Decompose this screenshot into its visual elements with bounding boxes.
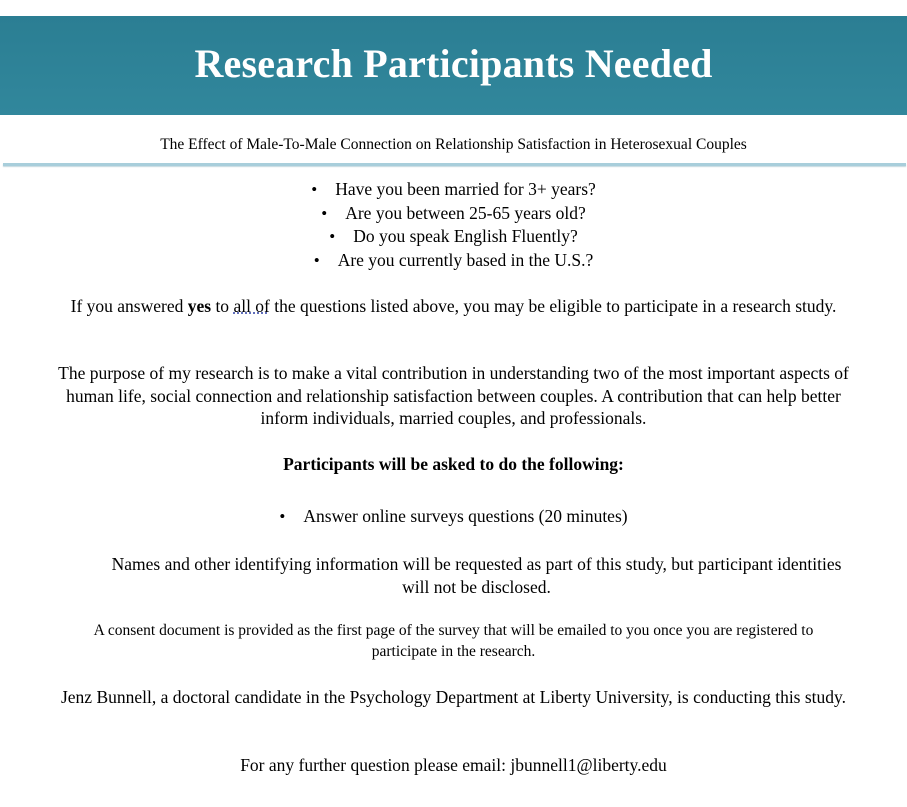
eligibility-question-list [0,178,907,272]
task-list [0,505,907,528]
tasks-heading: Participants will be asked to do the following: [283,454,624,474]
consent-paragraph: A consent document is provided as the first page of the survey that will be emailed to you once you are registered to participate in the research. [93,622,814,660]
list-item: • Are you currently based in the U.S.? [0,249,907,273]
eligibility-text-part3: the questions listed above, you may be eligible to participate in a research study. [269,296,837,316]
emphasis-yes: yes [187,296,212,316]
list-item: • Have you been married for 3+ years? [0,178,907,202]
study-subtitle: The Effect of Male-To-Male Connection on Relationship Satisfaction in Heterosexual Couples [160,136,747,153]
eligibility-paragraph [0,295,907,318]
privacy-paragraph: Names and other identifying information will be requested as part of this study, but participant identities will not be disclosed. [111,554,842,597]
header-banner [0,16,907,115]
page-title: Research Participants Needed [194,41,713,86]
contact-paragraph: For any further question please email: jbunnell1@liberty.edu [240,755,667,775]
emphasis-all-of: all of [233,296,270,316]
divider-line [3,163,906,166]
eligibility-text-part1: If you answered [70,296,188,316]
list-item: • Are you between 25-65 years old? [0,202,907,226]
list-item: • Do you speak English Fluently? [0,225,907,249]
list-item: • Answer online surveys questions (20 minutes) [0,505,907,528]
researcher-paragraph: Jenz Bunnell, a doctoral candidate in the Psychology Department at Liberty University, is conducting this study. [60,687,847,707]
eligibility-text-part2: to [211,296,234,316]
purpose-paragraph: The purpose of my research is to make a vital contribution in understanding two of the most important aspects of human life, social connection and relationship satisfaction between couples. A contribution that can help better inform individuals, married couples, and professionals. [58,363,849,428]
